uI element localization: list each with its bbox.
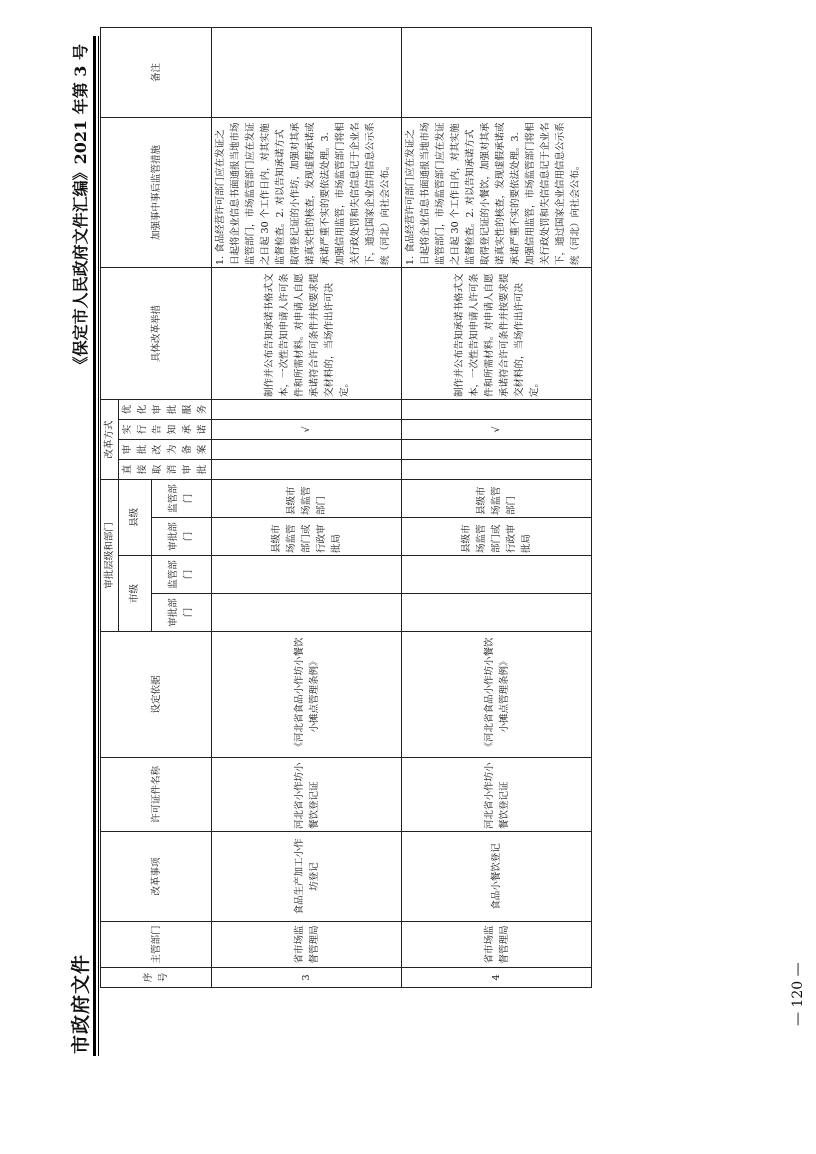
cell-basis: 《河北省食品小作坊小餐饮小摊点管理条例》: [212, 632, 402, 758]
th-mode-cancel: 直接取消审批: [119, 459, 212, 479]
cell-mode-record: [212, 439, 402, 459]
cell-county-approve: 县级市场监管部门或行政审批局: [402, 518, 592, 556]
th-county-level: 县级: [119, 479, 152, 555]
th-basis: 设定依据: [101, 632, 212, 758]
cell-seq: 3: [212, 968, 402, 988]
cell-mode-optimize: [212, 399, 402, 419]
th-mode: 改革方式: [101, 399, 119, 479]
cell-city-supervise: [212, 556, 402, 594]
cell-item: 食品小餐饮登记: [402, 832, 592, 922]
th-seq: 序号: [101, 968, 212, 988]
cell-basis: 《河北省食品小作坊小餐饮小摊点管理条例》: [402, 632, 592, 758]
cell-dept: 省市场监督管理局: [212, 922, 402, 968]
th-city-supervise: 监管部门: [151, 556, 211, 594]
th-level: 审批层级和部门: [101, 479, 119, 631]
table-row: [402, 27, 592, 987]
th-supervision: 加强事中事后监管措施: [101, 117, 212, 267]
cell-mode-cancel: [212, 459, 402, 479]
cell-county-supervise: 县级市场监管部门: [212, 479, 402, 517]
cell-mode-commit: √: [212, 419, 402, 439]
cell-mode-record: [402, 439, 592, 459]
page-number: — 120 —: [790, 962, 806, 1026]
cell-city-approve: [212, 594, 402, 632]
th-dept: 主管部门: [101, 922, 212, 968]
th-item: 改革事项: [101, 832, 212, 922]
cell-item: 食品生产加工小作坊登记: [212, 832, 402, 922]
cell-measures: 制作并公布告知承诺书格式文本，一次性告知申请人许可条件和所需材料。对申请人自愿承诺符合许可条件并按要求提交材料的，当场作出许可决定。: [402, 267, 592, 399]
cell-seq: 4: [402, 968, 592, 988]
cell-supervision: 1. 食品经营许可部门应在发证之日起将企业信息书面通报当地市场监管部门，市场监管部门应在发证之日起 30 个工作日内，对其实施监督检查。2. 对以告知承诺方式取得登记证的小餐饮，加强对其承诺真实性的核查，发现虚假承诺或承诺严重不实的要依法处理。3. 加强信用监管，市场监管部门将相关行政处罚和失信信息记于企业名下，通过国家企业信用信息公示系统（河北）向社会公布。: [402, 117, 592, 267]
cell-mode-optimize: [402, 399, 592, 419]
th-measures: 具体改革举措: [101, 267, 212, 399]
cell-mode-commit: √: [402, 419, 592, 439]
header-rule: [93, 36, 96, 1056]
th-city-approve: 审批部门: [151, 594, 211, 632]
cell-license: 河北省小作坊小餐饮登记证: [212, 758, 402, 832]
cell-city-approve: [402, 594, 592, 632]
cell-county-supervise: 县级市场监管部门: [402, 479, 592, 517]
cell-remarks: [402, 27, 592, 117]
th-license: 许可证件名称: [101, 758, 212, 832]
th-remarks: 备注: [101, 27, 212, 117]
th-mode-commit: 实行告知承诺: [119, 419, 212, 439]
doc-header-right: 《保定市人民政府文件汇编》2021 年第 3 号: [71, 44, 90, 373]
reform-table: [100, 27, 592, 988]
cell-remarks: [212, 27, 402, 117]
cell-mode-cancel: [402, 459, 592, 479]
cell-supervision: 1. 食品经营许可部门应在发证之日起将企业信息书面通报当地市场监管部门，市场监管部门应在发证之日起 30 个工作日内，对其实施监督检查。2. 对以告知承诺方式取得登记证的小作坊，加强对其承诺真实性的核查，发现虚假承诺或承诺严重不实的要依法处理。3. 加强信用监管，市场监管部门将相关行政处罚和失信信息记于企业名下，通过国家企业信用信息公示系统（河北）向社会公布。: [212, 117, 402, 267]
cell-county-approve: 县级市场监管部门或行政审批局: [212, 518, 402, 556]
th-county-supervise: 监管部门: [151, 479, 211, 517]
cell-license: 河北省小作坊小餐饮登记证: [402, 758, 592, 832]
th-mode-record: 审批改为备案: [119, 439, 212, 459]
th-city-level: 市级: [119, 556, 152, 632]
cell-measures: 制作并公布告知承诺书格式文本，一次性告知申请人许可条件和所需材料。对申请人自愿承诺符合许可条件并按要求提交材料的，当场作出许可决定。: [212, 267, 402, 399]
table-row: [212, 27, 402, 987]
header-rule-thin: [98, 36, 99, 1056]
th-mode-optimize: 优化审批服务: [119, 399, 212, 419]
cell-dept: 省市场监督管理局: [402, 922, 592, 968]
doc-header-left: 市政府文件: [70, 953, 92, 1054]
th-county-approve: 审批部门: [151, 518, 211, 556]
cell-city-supervise: [402, 556, 592, 594]
